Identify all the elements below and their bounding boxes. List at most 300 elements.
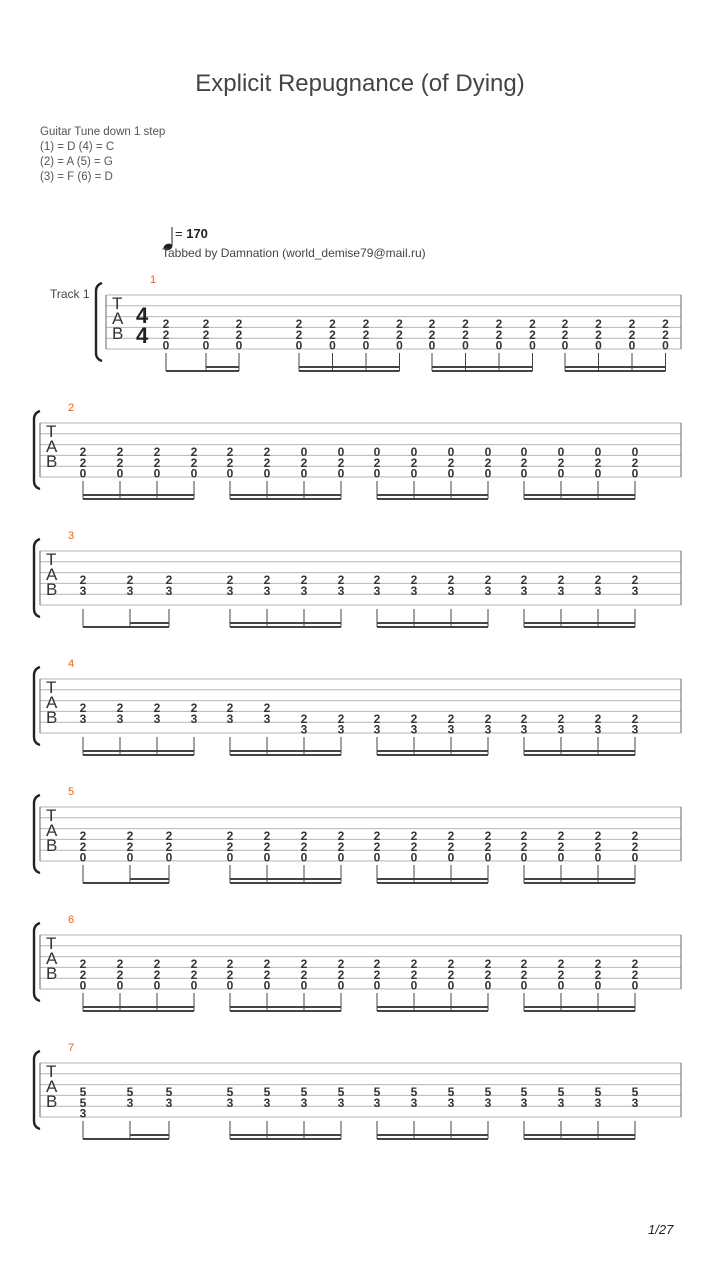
fret-number: 3 bbox=[300, 722, 308, 737]
fret-number: 0 bbox=[557, 978, 565, 993]
fret-number: 0 bbox=[300, 445, 308, 459]
fret-number: 3 bbox=[300, 583, 308, 598]
fret-number: 2 bbox=[235, 327, 243, 342]
fret-number: 0 bbox=[631, 850, 639, 865]
fret-number: 0 bbox=[153, 978, 161, 993]
fret-number: 2 bbox=[202, 327, 210, 342]
fret-number: 3 bbox=[557, 1095, 565, 1110]
fret-number: 3 bbox=[226, 583, 234, 598]
fret-number: 2 bbox=[373, 957, 381, 971]
fret-number: 2 bbox=[484, 573, 492, 587]
system-bracket bbox=[34, 923, 40, 1001]
fret-number: 3 bbox=[373, 1095, 381, 1110]
tab-clef-letter: T bbox=[46, 934, 57, 953]
tab-clef-letter: T bbox=[46, 422, 57, 441]
fret-number: 2 bbox=[165, 829, 173, 843]
fret-number: 2 bbox=[126, 829, 134, 843]
fret-number: 2 bbox=[362, 327, 370, 342]
fret-number: 3 bbox=[337, 722, 345, 737]
fret-number: 2 bbox=[557, 967, 565, 982]
fret-number: 5 bbox=[447, 1085, 455, 1099]
fret-number: 0 bbox=[263, 850, 271, 865]
fret-number: 2 bbox=[226, 957, 234, 971]
fret-number: 2 bbox=[631, 957, 639, 971]
fret-number: 0 bbox=[447, 466, 455, 481]
fret-number: 0 bbox=[631, 978, 639, 993]
fret-number: 2 bbox=[337, 839, 345, 854]
fret-number: 0 bbox=[594, 466, 602, 481]
fret-number: 2 bbox=[190, 455, 198, 470]
fret-number: 2 bbox=[373, 829, 381, 843]
fret-number: 0 bbox=[329, 338, 336, 353]
fret-number: 2 bbox=[79, 455, 87, 470]
fret-number: 2 bbox=[520, 839, 528, 854]
time-signature-top: 4 bbox=[136, 303, 149, 328]
fret-number: 0 bbox=[263, 978, 271, 993]
fret-number: 2 bbox=[594, 711, 602, 726]
tab-clef-letter: A bbox=[46, 821, 58, 840]
fret-number: 2 bbox=[410, 839, 418, 854]
fret-number: 2 bbox=[594, 839, 602, 854]
fret-number: 0 bbox=[595, 338, 602, 353]
fret-number: 0 bbox=[462, 338, 469, 353]
fret-number: 0 bbox=[373, 445, 381, 459]
fret-number: 3 bbox=[484, 722, 492, 737]
fret-number: 0 bbox=[362, 338, 370, 353]
fret-number: 2 bbox=[226, 445, 234, 459]
fret-number: 5 bbox=[165, 1085, 173, 1099]
fret-number: 2 bbox=[153, 701, 161, 715]
fret-number: 2 bbox=[410, 455, 418, 470]
fret-number: 0 bbox=[484, 850, 492, 865]
fret-number: 0 bbox=[484, 445, 492, 459]
fret-number: 2 bbox=[628, 317, 636, 331]
tuning-line: (2) = A (5) = G bbox=[40, 156, 113, 168]
fret-number: 2 bbox=[165, 573, 173, 587]
fret-number: 2 bbox=[226, 573, 234, 587]
fret-number: 2 bbox=[484, 829, 492, 843]
fret-number: 2 bbox=[594, 967, 602, 982]
fret-number: 2 bbox=[79, 967, 87, 982]
fret-number: 2 bbox=[337, 967, 345, 982]
fret-number: 2 bbox=[410, 957, 418, 971]
fret-number: 2 bbox=[631, 839, 639, 854]
fret-number: 2 bbox=[520, 967, 528, 982]
fret-number: 2 bbox=[263, 455, 271, 470]
tab-clef-letter: B bbox=[46, 452, 58, 471]
fret-number: 3 bbox=[226, 711, 234, 726]
fret-number: 2 bbox=[631, 573, 639, 587]
measure-number: 6 bbox=[68, 914, 75, 926]
track-label: Track 1 bbox=[50, 287, 90, 301]
measure-number: 5 bbox=[68, 786, 75, 798]
fret-number: 0 bbox=[410, 466, 418, 481]
fret-number: 0 bbox=[116, 978, 124, 993]
fret-number: 2 bbox=[631, 455, 639, 470]
system-bracket bbox=[34, 1051, 40, 1129]
fret-number: 2 bbox=[226, 455, 234, 470]
fret-number: 2 bbox=[447, 455, 455, 470]
fret-number: 5 bbox=[337, 1085, 345, 1099]
tab-clef-letter: T bbox=[46, 550, 57, 569]
fret-number: 0 bbox=[594, 978, 602, 993]
fret-number: 2 bbox=[410, 967, 418, 982]
fret-number: 2 bbox=[263, 829, 271, 843]
system-bracket bbox=[34, 411, 40, 489]
fret-number: 2 bbox=[447, 957, 455, 971]
fret-number: 2 bbox=[557, 455, 565, 470]
tab-clef-letter: A bbox=[46, 437, 58, 456]
fret-number: 0 bbox=[165, 850, 173, 865]
fret-number: 2 bbox=[447, 573, 455, 587]
fret-number: 3 bbox=[373, 722, 381, 737]
fret-number: 2 bbox=[126, 839, 134, 854]
fret-number: 2 bbox=[594, 455, 602, 470]
fret-number: 2 bbox=[226, 839, 234, 854]
fret-number: 3 bbox=[447, 1095, 455, 1110]
fret-number: 3 bbox=[337, 1095, 345, 1110]
fret-number: 3 bbox=[557, 583, 565, 598]
fret-number: 3 bbox=[520, 583, 528, 598]
fret-number: 3 bbox=[373, 583, 381, 598]
fret-number: 3 bbox=[126, 583, 134, 598]
fret-number: 2 bbox=[300, 957, 308, 971]
measure-number: 7 bbox=[68, 1042, 75, 1054]
fret-number: 0 bbox=[373, 466, 381, 481]
fret-number: 3 bbox=[447, 722, 455, 737]
fret-number: 3 bbox=[79, 583, 87, 598]
fret-number: 2 bbox=[396, 327, 403, 342]
fret-number: 2 bbox=[263, 967, 271, 982]
measure-number: 4 bbox=[68, 658, 75, 670]
fret-number: 2 bbox=[300, 573, 308, 587]
fret-number: 2 bbox=[594, 573, 602, 587]
fret-number: 3 bbox=[165, 583, 173, 598]
tab-clef-letter: T bbox=[46, 806, 57, 825]
fret-number: 0 bbox=[447, 978, 455, 993]
fret-number: 5 bbox=[484, 1085, 492, 1099]
fret-number: 0 bbox=[226, 466, 234, 481]
fret-number: 5 bbox=[373, 1085, 381, 1099]
fret-number: 0 bbox=[520, 466, 528, 481]
tempo-prefix: = bbox=[175, 226, 187, 241]
tab-clef-letter: A bbox=[46, 565, 58, 584]
fret-number: 0 bbox=[662, 338, 669, 353]
fret-number: 2 bbox=[594, 957, 602, 971]
fret-number: 2 bbox=[362, 317, 370, 331]
fret-number: 3 bbox=[484, 583, 492, 598]
fret-number: 2 bbox=[79, 839, 87, 854]
fret-number: 0 bbox=[529, 338, 536, 353]
fret-number: 2 bbox=[410, 711, 418, 726]
fret-number: 2 bbox=[79, 829, 87, 843]
system-bracket bbox=[34, 795, 40, 873]
fret-number: 2 bbox=[529, 327, 536, 342]
page-number: 1/27 bbox=[648, 1222, 674, 1237]
fret-number: 2 bbox=[662, 327, 669, 342]
fret-number: 0 bbox=[447, 850, 455, 865]
fret-number: 2 bbox=[190, 957, 198, 971]
fret-number: 0 bbox=[557, 850, 565, 865]
fret-number: 0 bbox=[520, 445, 528, 459]
fret-number: 3 bbox=[447, 583, 455, 598]
tab-clef-letter: B bbox=[46, 836, 58, 855]
fret-number: 0 bbox=[162, 338, 170, 353]
measure-number: 3 bbox=[68, 530, 75, 542]
fret-number: 0 bbox=[557, 466, 565, 481]
fret-number: 0 bbox=[226, 850, 234, 865]
tab-clef-letter: B bbox=[46, 1092, 58, 1111]
tab-clef-letter: A bbox=[46, 693, 58, 712]
fret-number: 2 bbox=[447, 967, 455, 982]
fret-number: 3 bbox=[116, 711, 124, 726]
fret-number: 2 bbox=[153, 445, 161, 459]
measure-number: 2 bbox=[68, 402, 75, 414]
fret-number: 0 bbox=[79, 978, 87, 993]
fret-number: 2 bbox=[79, 573, 87, 587]
fret-number: 2 bbox=[561, 317, 569, 331]
fret-number: 0 bbox=[300, 978, 308, 993]
fret-number: 2 bbox=[520, 957, 528, 971]
fret-number: 2 bbox=[447, 829, 455, 843]
fret-number: 2 bbox=[373, 711, 381, 726]
fret-number: 0 bbox=[594, 445, 602, 459]
fret-number: 2 bbox=[329, 317, 336, 331]
song-title: Explicit Repugnance (of Dying) bbox=[195, 70, 525, 97]
fret-number: 0 bbox=[126, 850, 134, 865]
fret-number: 0 bbox=[396, 338, 403, 353]
fret-number: 2 bbox=[495, 317, 503, 331]
fret-number: 5 bbox=[126, 1085, 134, 1099]
fret-number: 2 bbox=[529, 317, 536, 331]
fret-number: 2 bbox=[337, 711, 345, 726]
fret-number: 0 bbox=[561, 338, 569, 353]
fret-number: 2 bbox=[557, 957, 565, 971]
fret-number: 2 bbox=[162, 317, 170, 331]
tab-clef-letter: T bbox=[112, 294, 123, 313]
fret-number: 2 bbox=[300, 829, 308, 843]
fret-number: 2 bbox=[484, 455, 492, 470]
fret-number: 0 bbox=[295, 338, 303, 353]
fret-number: 2 bbox=[79, 957, 87, 971]
fret-number: 3 bbox=[631, 583, 639, 598]
fret-number: 2 bbox=[116, 445, 124, 459]
fret-number: 2 bbox=[410, 829, 418, 843]
fret-number: 0 bbox=[116, 466, 124, 481]
fret-number: 5 bbox=[557, 1085, 565, 1099]
fret-number: 0 bbox=[235, 338, 243, 353]
fret-number: 2 bbox=[428, 327, 436, 342]
fret-number: 3 bbox=[410, 722, 418, 737]
tab-clef-letter: T bbox=[46, 678, 57, 697]
fret-number: 3 bbox=[153, 711, 161, 726]
fret-number: 2 bbox=[662, 317, 669, 331]
fret-number: 0 bbox=[300, 466, 308, 481]
fret-number: 2 bbox=[428, 317, 436, 331]
fret-number: 3 bbox=[594, 583, 602, 598]
fret-number: 0 bbox=[373, 850, 381, 865]
fret-number: 0 bbox=[79, 850, 87, 865]
fret-number: 0 bbox=[484, 978, 492, 993]
fret-number: 0 bbox=[202, 338, 210, 353]
fret-number: 0 bbox=[410, 850, 418, 865]
fret-number: 2 bbox=[462, 327, 469, 342]
fret-number: 3 bbox=[263, 583, 271, 598]
fret-number: 2 bbox=[79, 445, 87, 459]
fret-number: 2 bbox=[116, 455, 124, 470]
fret-number: 2 bbox=[190, 967, 198, 982]
fret-number: 3 bbox=[263, 711, 271, 726]
system-bracket bbox=[34, 667, 40, 745]
fret-number: 2 bbox=[226, 967, 234, 982]
fret-number: 2 bbox=[557, 829, 565, 843]
fret-number: 5 bbox=[263, 1085, 271, 1099]
fret-number: 2 bbox=[373, 573, 381, 587]
fret-number: 2 bbox=[300, 839, 308, 854]
fret-number: 2 bbox=[484, 967, 492, 982]
fret-number: 2 bbox=[373, 455, 381, 470]
fret-number: 2 bbox=[116, 701, 124, 715]
fret-number: 5 bbox=[520, 1085, 528, 1099]
fret-number: 2 bbox=[162, 327, 170, 342]
fret-number: 5 bbox=[79, 1095, 87, 1110]
fret-number: 2 bbox=[263, 701, 271, 715]
fret-number: 0 bbox=[263, 466, 271, 481]
fret-number: 2 bbox=[153, 967, 161, 982]
fret-number: 3 bbox=[79, 1106, 87, 1121]
fret-number: 3 bbox=[300, 1095, 308, 1110]
fret-number: 2 bbox=[447, 711, 455, 726]
fret-number: 0 bbox=[226, 978, 234, 993]
fret-number: 0 bbox=[410, 978, 418, 993]
time-signature-bottom: 4 bbox=[136, 323, 149, 348]
fret-number: 0 bbox=[337, 978, 345, 993]
fret-number: 3 bbox=[520, 722, 528, 737]
fret-number: 2 bbox=[190, 445, 198, 459]
fret-number: 2 bbox=[595, 317, 602, 331]
fret-number: 0 bbox=[337, 445, 345, 459]
fret-number: 0 bbox=[631, 445, 639, 459]
fret-number: 3 bbox=[410, 1095, 418, 1110]
fret-number: 0 bbox=[484, 466, 492, 481]
fret-number: 2 bbox=[263, 445, 271, 459]
fret-number: 2 bbox=[329, 327, 336, 342]
fret-number: 0 bbox=[520, 850, 528, 865]
tuning-line: (3) = F (6) = D bbox=[40, 171, 113, 183]
tab-clef-letter: B bbox=[112, 324, 124, 343]
fret-number: 0 bbox=[628, 338, 636, 353]
fret-number: 3 bbox=[226, 1095, 234, 1110]
fret-number: 2 bbox=[263, 573, 271, 587]
fret-number: 2 bbox=[190, 701, 198, 715]
fret-number: 2 bbox=[337, 957, 345, 971]
fret-number: 2 bbox=[337, 829, 345, 843]
fret-number: 0 bbox=[495, 338, 503, 353]
fret-number: 2 bbox=[79, 701, 87, 715]
fret-number: 2 bbox=[520, 573, 528, 587]
tab-clef-letter: B bbox=[46, 708, 58, 727]
fret-number: 2 bbox=[373, 967, 381, 982]
fret-number: 3 bbox=[165, 1095, 173, 1110]
fret-number: 0 bbox=[410, 445, 418, 459]
fret-number: 2 bbox=[594, 829, 602, 843]
fret-number: 5 bbox=[79, 1085, 87, 1099]
fret-number: 2 bbox=[263, 839, 271, 854]
fret-number: 2 bbox=[373, 839, 381, 854]
system-bracket bbox=[34, 539, 40, 617]
fret-number: 3 bbox=[594, 722, 602, 737]
fret-number: 3 bbox=[263, 1095, 271, 1110]
fret-number: 2 bbox=[557, 839, 565, 854]
fret-number: 0 bbox=[190, 466, 198, 481]
fret-number: 2 bbox=[557, 573, 565, 587]
fret-number: 3 bbox=[484, 1095, 492, 1110]
measure-number: 1 bbox=[150, 274, 157, 286]
fret-number: 2 bbox=[520, 711, 528, 726]
fret-number: 2 bbox=[484, 957, 492, 971]
fret-number: 2 bbox=[484, 711, 492, 726]
fret-number: 2 bbox=[410, 573, 418, 587]
fret-number: 3 bbox=[631, 722, 639, 737]
fret-number: 2 bbox=[561, 327, 569, 342]
tab-clef-letter: B bbox=[46, 580, 58, 599]
fret-number: 2 bbox=[300, 967, 308, 982]
fret-number: 2 bbox=[153, 957, 161, 971]
fret-number: 3 bbox=[337, 583, 345, 598]
fret-number: 2 bbox=[520, 829, 528, 843]
fret-number: 2 bbox=[226, 829, 234, 843]
fret-number: 5 bbox=[300, 1085, 308, 1099]
fret-number: 0 bbox=[300, 850, 308, 865]
tab-clef-letter: B bbox=[46, 964, 58, 983]
fret-number: 3 bbox=[410, 583, 418, 598]
fret-number: 0 bbox=[447, 445, 455, 459]
fret-number: 0 bbox=[337, 850, 345, 865]
fret-number: 0 bbox=[79, 466, 87, 481]
fret-number: 2 bbox=[628, 327, 636, 342]
fret-number: 0 bbox=[631, 466, 639, 481]
fret-number: 0 bbox=[520, 978, 528, 993]
tempo-value: 170 bbox=[186, 226, 208, 241]
fret-number: 3 bbox=[520, 1095, 528, 1110]
fret-number: 2 bbox=[484, 839, 492, 854]
fret-number: 0 bbox=[190, 978, 198, 993]
fret-number: 5 bbox=[226, 1085, 234, 1099]
fret-number: 0 bbox=[557, 445, 565, 459]
fret-number: 2 bbox=[462, 317, 469, 331]
fret-number: 2 bbox=[295, 317, 303, 331]
tab-clef-letter: T bbox=[46, 1062, 57, 1081]
fret-number: 2 bbox=[631, 967, 639, 982]
fret-number: 3 bbox=[557, 722, 565, 737]
fret-number: 0 bbox=[594, 850, 602, 865]
fret-number: 3 bbox=[594, 1095, 602, 1110]
fret-number: 2 bbox=[631, 711, 639, 726]
fret-number: 2 bbox=[557, 711, 565, 726]
fret-number: 2 bbox=[263, 957, 271, 971]
fret-number: 2 bbox=[520, 455, 528, 470]
fret-number: 0 bbox=[428, 338, 436, 353]
fret-number: 2 bbox=[595, 327, 602, 342]
tab-clef-letter: A bbox=[46, 949, 58, 968]
tab-clef-letter: A bbox=[112, 309, 124, 328]
fret-number: 0 bbox=[153, 466, 161, 481]
fret-number: 2 bbox=[396, 317, 403, 331]
fret-number: 2 bbox=[295, 327, 303, 342]
fret-number: 2 bbox=[300, 711, 308, 726]
fret-number: 2 bbox=[202, 317, 210, 331]
fret-number: 2 bbox=[153, 455, 161, 470]
